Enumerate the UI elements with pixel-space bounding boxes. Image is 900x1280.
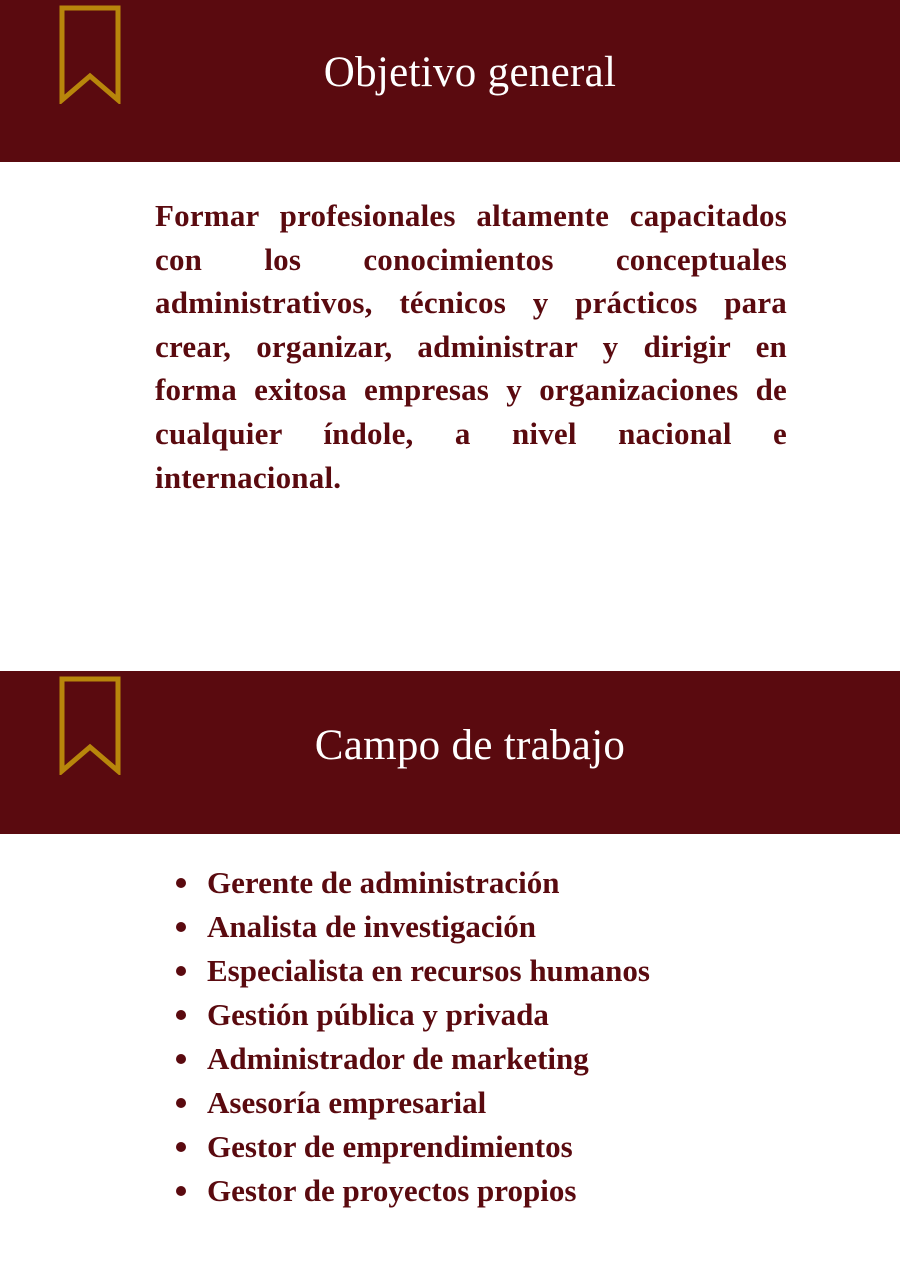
bullet-icon <box>176 1054 186 1064</box>
list-item-label: Administrador de marketing <box>207 1041 589 1076</box>
bullet-icon <box>176 922 186 932</box>
list-item <box>176 905 650 949</box>
section-header-objetivo <box>0 0 900 162</box>
list-item-label: Gestor de emprendimientos <box>207 1129 573 1164</box>
bullet-icon <box>176 1142 186 1152</box>
objective-paragraph: Formar profesionales altamente capacitados con los conocimientos conceptuales administrativos, técnicos y prácticos para crear, organizar, administrar y dirigir en forma exitosa empresas y organizaciones de cualquier índole, a nivel nacional e internacional. <box>155 198 787 495</box>
list-item-label: Gerente de administración <box>207 865 560 900</box>
list-item <box>176 1169 650 1213</box>
list-item <box>176 949 650 993</box>
list-item-label: Especialista en recursos humanos <box>207 953 650 988</box>
list-item <box>176 1125 650 1169</box>
section-title: Campo de trabajo <box>314 722 626 769</box>
bullet-icon <box>176 878 186 888</box>
bullet-icon <box>176 1010 186 1020</box>
list-item <box>176 993 650 1037</box>
list-item-label: Gestor de proyectos propios <box>207 1173 577 1208</box>
section-title: Objetivo general <box>323 49 617 96</box>
list-item <box>176 861 650 905</box>
section-header-campo <box>0 671 900 834</box>
list-item <box>176 1037 650 1081</box>
bullet-icon <box>176 1098 186 1108</box>
bullet-icon <box>176 1186 186 1196</box>
list-item-label: Analista de investigación <box>207 909 536 944</box>
job-list <box>176 861 650 1213</box>
list-item-label: Asesoría empresarial <box>207 1085 487 1120</box>
bullet-icon <box>176 966 186 976</box>
list-item <box>176 1081 650 1125</box>
list-item-label: Gestión pública y privada <box>207 997 549 1032</box>
